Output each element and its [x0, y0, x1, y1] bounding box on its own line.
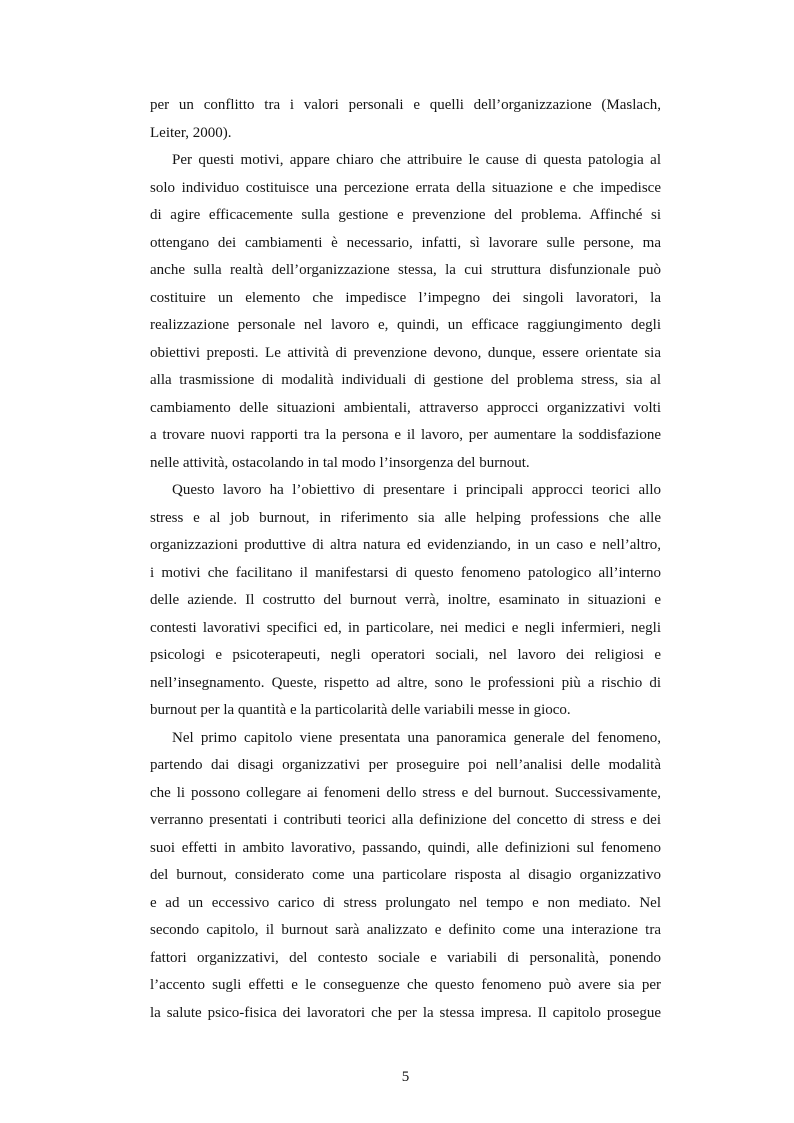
text-line: e ad un eccessivo carico di stress prolungato nel tempo e non mediato. Nel	[150, 894, 661, 911]
text-line: realizzazione personale nel lavoro e, quindi, un efficace raggiungimento degli	[150, 317, 661, 333]
paragraph	[150, 477, 661, 725]
text-line: Questo lavoro ha l’obiettivo di presentare i principali approcci teorici allo	[172, 482, 661, 498]
text-line: Leiter, 2000).	[150, 124, 232, 141]
text-line: Per questi motivi, appare chiaro che attribuire le cause di questa patologia al	[172, 152, 661, 168]
body-text	[150, 92, 661, 1027]
text-line: verranno presentati i contributi teorici alla definizione del concetto di stress e dei	[150, 812, 661, 828]
text-line: Nel primo capitolo viene presentata una panoramica generale del fenomeno,	[172, 729, 661, 746]
paragraph	[150, 725, 661, 1028]
text-line: di agire efficacemente sulla gestione e prevenzione del problema. Affinché si	[150, 207, 661, 223]
text-line: nell’insegnamento. Queste, rispetto ad altre, sono le professioni più a rischio di	[150, 674, 661, 691]
paragraph	[150, 92, 661, 147]
text-line: a trovare nuovi rapporti tra la persona e il lavoro, per aumentare la soddisfazione	[150, 427, 661, 443]
text-line: psicologi e psicoterapeuti, negli operatori sociali, nel lavoro dei religiosi e	[150, 647, 661, 663]
text-line: solo individuo costituisce una percezione errata della situazione e che impedisce	[150, 179, 661, 196]
text-line: l’accento sugli effetti e le conseguenze che questo fenomeno può avere sia per	[150, 977, 661, 993]
text-line: delle aziende. Il costrutto del burnout verrà, inoltre, esaminato in situazioni e	[150, 592, 661, 608]
text-line: fattori organizzativi, del contesto sociale e variabili di personalità, ponendo	[150, 949, 661, 966]
text-line: anche sulla realtà dell’organizzazione stessa, la cui struttura disfunzionale può	[150, 262, 661, 278]
text-line: obiettivi preposti. Le attività di prevenzione devono, dunque, essere orientate sia	[150, 344, 661, 361]
text-line: secondo capitolo, il burnout sarà analizzato e definito come una interazione tra	[150, 922, 661, 938]
page-number: 5	[401, 1069, 410, 1085]
text-line: costituire un elemento che impedisce l’impegno dei singoli lavoratori, la	[150, 289, 661, 306]
text-line: contesti lavorativi specifici ed, in particolare, nei medici e negli infermieri, negli	[150, 619, 661, 636]
text-line: i motivi che facilitano il manifestarsi di questo fenomeno patologico all’interno	[150, 564, 661, 581]
text-line: che li possono collegare ai fenomeni dello stress e del burnout. Successivamente,	[150, 784, 661, 801]
text-line: per un conflitto tra i valori personali e quelli dell’organizzazione (Maslach,	[150, 97, 661, 113]
text-line: cambiamento delle situazioni ambientali, attraverso approcci organizzativi volti	[150, 399, 661, 416]
text-line: organizzazioni produttive di altra natura ed evidenziando, in un caso e nell’altro,	[150, 537, 661, 553]
text-line: nelle attività, ostacolando in tal modo l’insorgenza del burnout.	[150, 454, 530, 471]
text-line: la salute psico-fisica dei lavoratori che per la stessa impresa. Il capitolo prosegue	[150, 1004, 661, 1021]
text-line: burnout per la quantità e la particolarità delle variabili messe in gioco.	[150, 702, 571, 718]
paragraph	[150, 147, 661, 477]
text-line: suoi effetti in ambito lavorativo, passando, quindi, alle definizioni sul fenomeno	[150, 839, 661, 856]
text-line: ottengano dei cambiamenti è necessario, infatti, sì lavorare sulle persone, ma	[150, 234, 661, 251]
text-line: partendo dai disagi organizzativi per proseguire poi nell’analisi delle modalità	[150, 757, 661, 773]
text-line: del burnout, considerato come una particolare risposta al disagio organizzativo	[150, 867, 661, 883]
text-line: alla trasmissione di modalità individuali di gestione del problema stress, sia al	[150, 372, 661, 388]
text-line: stress e al job burnout, in riferimento sia alle helping professions che alle	[150, 509, 661, 526]
